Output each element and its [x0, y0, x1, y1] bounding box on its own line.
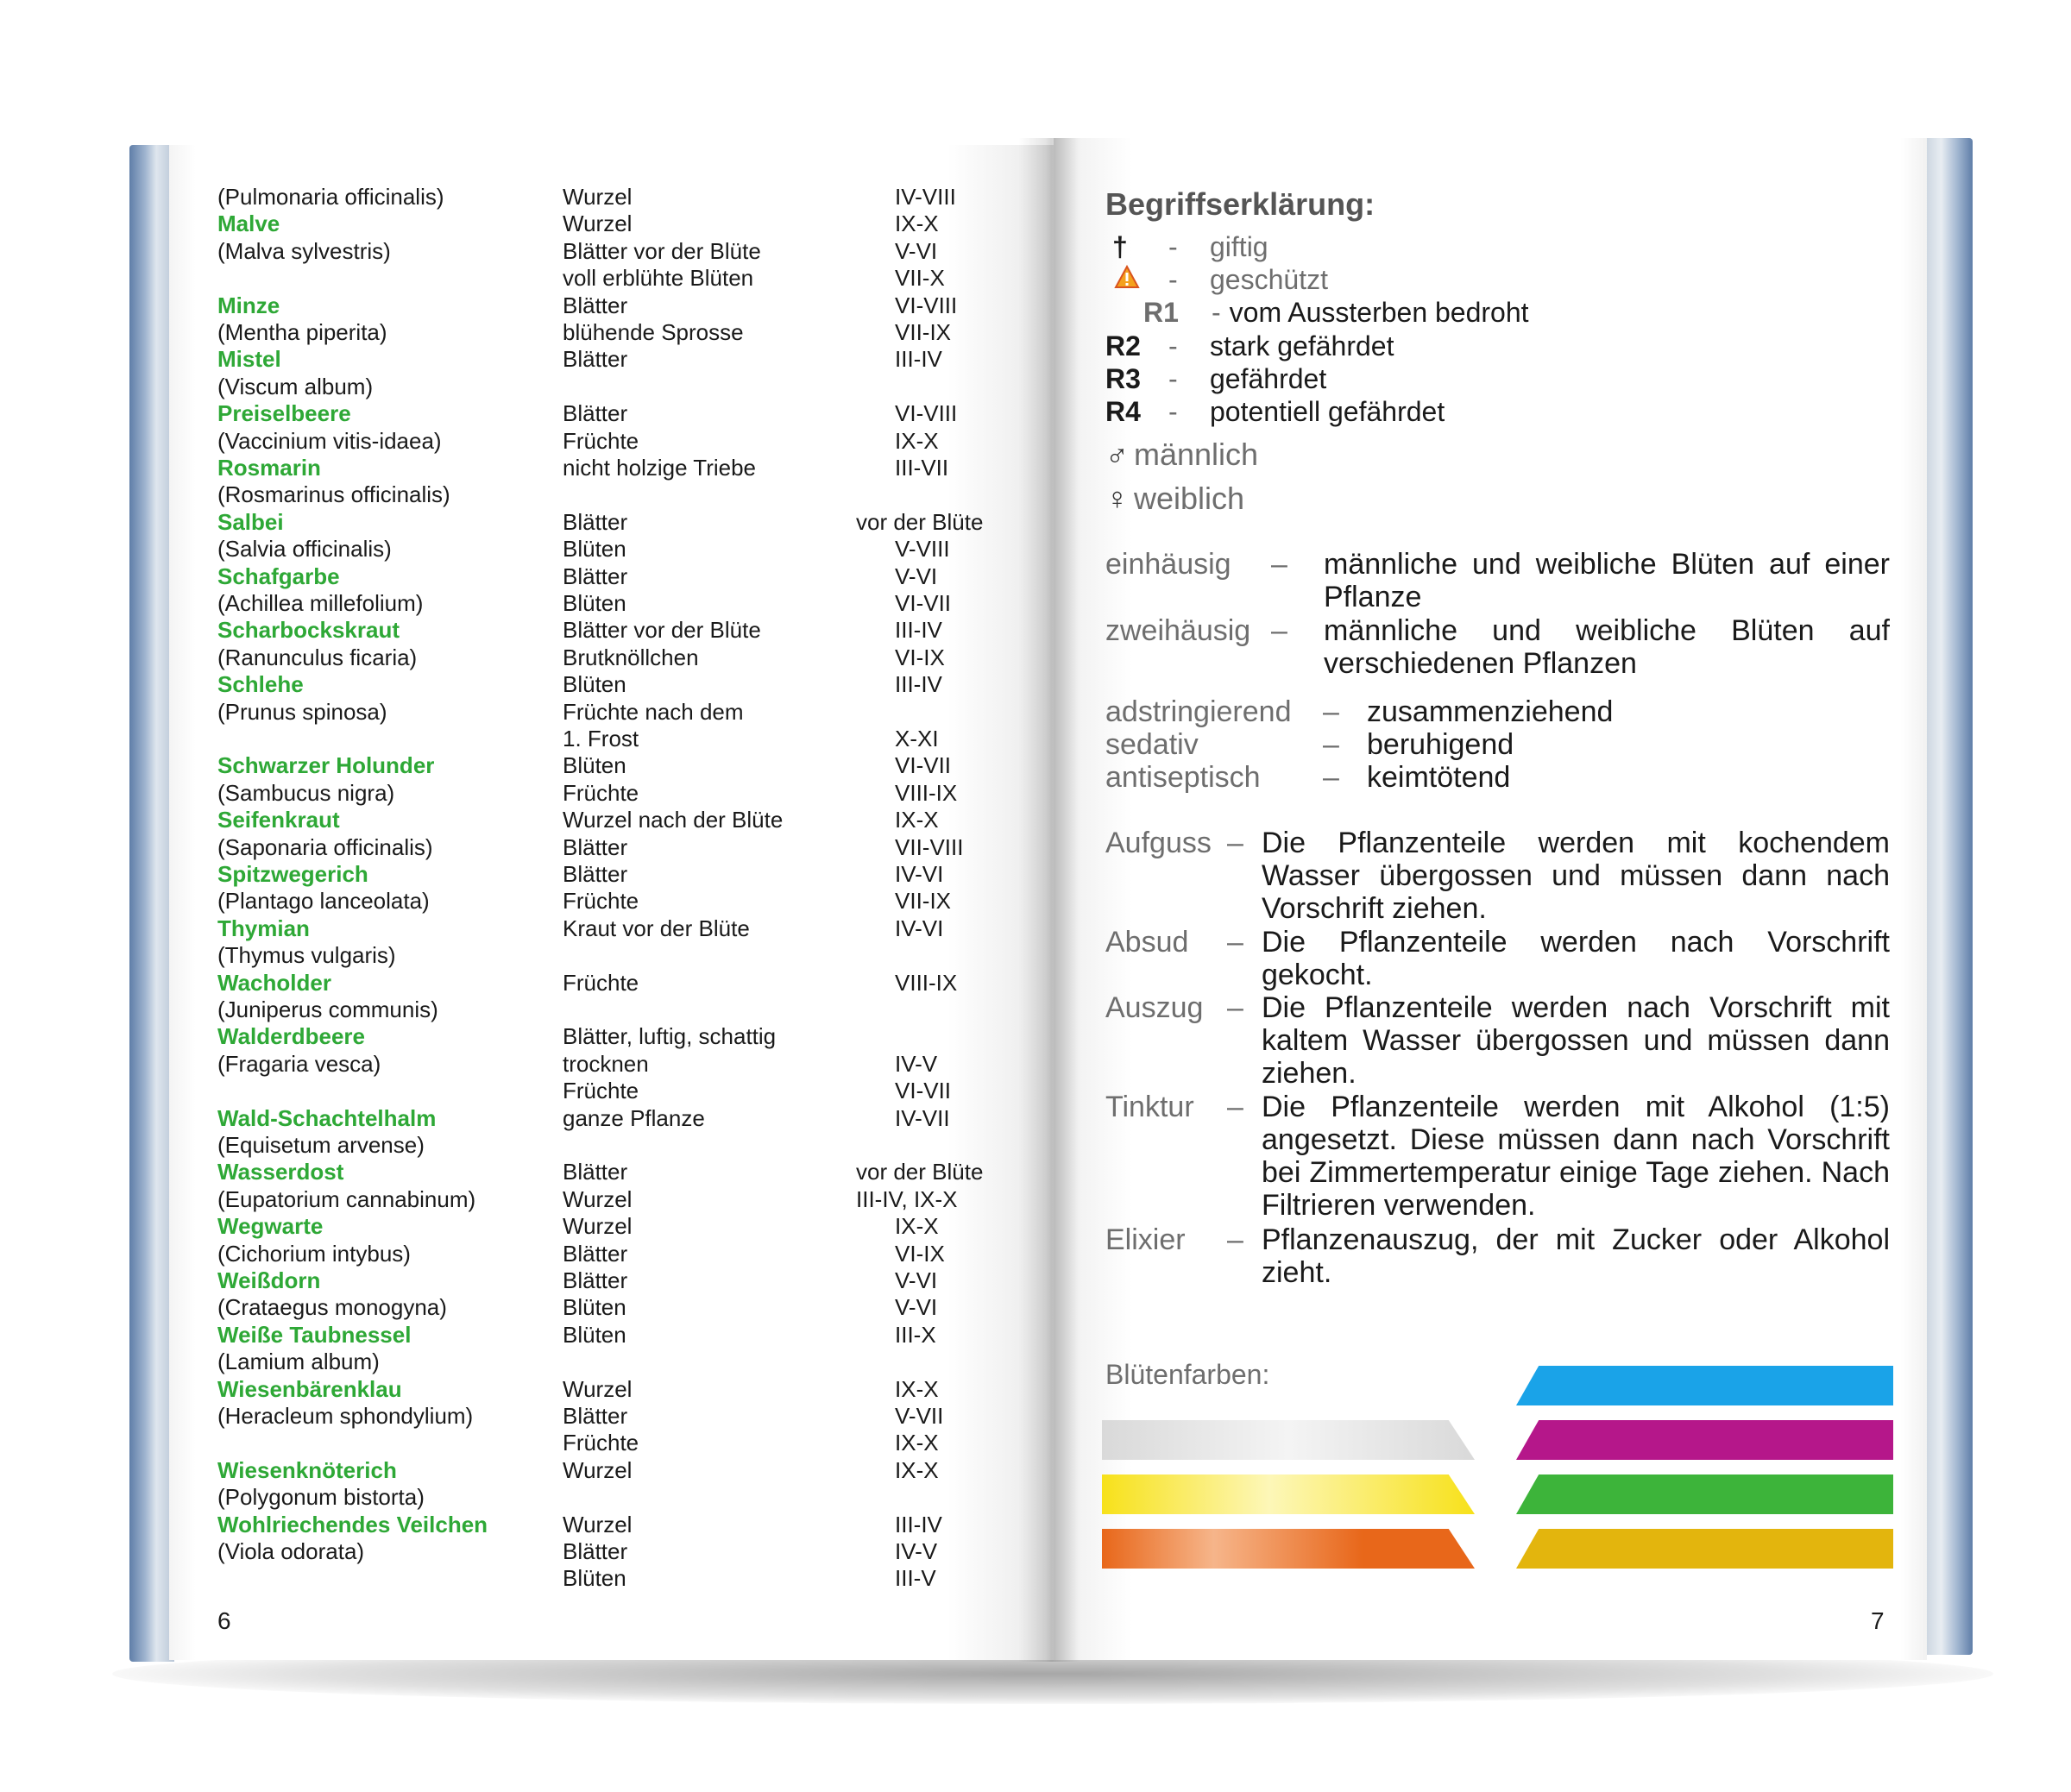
gender-item	[1105, 481, 1244, 516]
plant-part: Blüten	[563, 1321, 626, 1348]
glossary-term: Aufguss	[1105, 827, 1212, 859]
plant-part: trocknen	[563, 1050, 649, 1077]
harvest-time: IX-X	[895, 427, 939, 454]
legend-label: stark gefährdet	[1210, 330, 1394, 362]
plant-name: Walderdbeere	[217, 1023, 365, 1050]
harvest-time: VI-VII	[895, 752, 952, 779]
glossary-definition: Die Pflanzenteile werden mit Alkohol (1:5) angesetzt. Diese müssen dann nach Vorschrift bei Zimmertemperatur einige Tage ziehen. Nach Filtrieren verwenden.	[1262, 1091, 1890, 1222]
glossary-dash: –	[1227, 1223, 1243, 1256]
legend-separator: -	[1168, 363, 1178, 394]
book-cover-right	[1924, 138, 1973, 1655]
plant-part: Blüten	[563, 752, 626, 779]
harvest-time: VII-IX	[895, 888, 952, 915]
plant-name: (Viola odorata)	[217, 1538, 365, 1564]
plant-name: (Saponaria officinalis)	[217, 833, 433, 860]
glossary-term: antiseptisch	[1105, 761, 1261, 794]
harvest-time: V-VI	[895, 237, 938, 264]
plant-name: (Malva sylvestris)	[217, 237, 391, 264]
harvest-time: IV-VI	[895, 861, 944, 887]
harvest-time: VI-VII	[895, 1078, 952, 1104]
plant-name: (Fragaria vesca)	[217, 1050, 381, 1077]
harvest-time: III-IV	[895, 671, 942, 698]
legend-label: potentiell gefährdet	[1210, 396, 1445, 427]
plant-name: Wiesenbärenklau	[217, 1375, 402, 1402]
plant-part: Blätter	[563, 1403, 628, 1429]
harvest-time: X-XI	[895, 726, 939, 751]
glossary-dash: –	[1323, 728, 1339, 761]
legend-symbol: R1	[1143, 297, 1179, 328]
legend-separator: -	[1168, 231, 1178, 262]
plant-part: Früchte	[563, 888, 639, 915]
legend-label: geschützt	[1210, 264, 1328, 295]
harvest-time: VI-VII	[895, 590, 952, 616]
glossary-term: Tinktur	[1105, 1091, 1194, 1123]
male-icon: ♂	[1105, 437, 1129, 472]
plant-part: ganze Pflanze	[563, 1104, 705, 1131]
plant-name: (Eupatorium cannabinum)	[217, 1185, 476, 1212]
female-icon: ♀	[1105, 481, 1129, 516]
plant-part: Früchte	[563, 427, 639, 454]
glossary-definition: männliche und weibliche Blüten auf verschiedenen Pflanzen	[1324, 614, 1890, 680]
legend-symbol: R4	[1105, 396, 1141, 427]
legend-separator: -	[1168, 396, 1178, 427]
plant-name: Minze	[217, 292, 280, 318]
harvest-time: VI-IX	[895, 1240, 945, 1267]
plant-part: Blätter	[563, 1240, 628, 1267]
plant-name: Wiesenknöterich	[217, 1456, 397, 1483]
plant-name: (Vaccinium vitis-idaea)	[217, 427, 442, 454]
gender-item	[1105, 437, 1258, 472]
plant-name: (Lamium album)	[217, 1349, 380, 1375]
plant-part: Wurzel	[563, 1185, 633, 1212]
glossary-definition: zusammenziehend	[1367, 695, 1614, 728]
plant-part: nicht holzige Triebe	[563, 455, 757, 481]
swatch-yellow	[1102, 1474, 1475, 1514]
harvest-time: VIII-IX	[895, 969, 958, 996]
plant-part: Blätter	[563, 400, 628, 427]
plant-part: Wurzel	[563, 1511, 633, 1537]
harvest-time: IV-V	[895, 1538, 938, 1564]
plant-name: Wasserdost	[217, 1159, 344, 1185]
glossary-definition: Die Pflanzenteile werden nach Vorschrift gekocht.	[1262, 926, 1890, 991]
plant-name: Weißdorn	[217, 1267, 321, 1293]
plant-name: (Pulmonaria officinalis)	[217, 184, 444, 210]
book-cover-left	[129, 145, 174, 1662]
harvest-time: III-IV	[895, 617, 942, 644]
plant-name: (Ranunculus ficaria)	[217, 644, 418, 670]
gender-label: männlich	[1134, 437, 1259, 472]
page-number-left: 6	[217, 1607, 231, 1634]
legend-label: gefährdet	[1210, 363, 1327, 394]
glossary-dash: –	[1227, 1091, 1243, 1123]
plant-name: Thymian	[217, 915, 310, 941]
plant-name: (Juniperus communis)	[217, 997, 438, 1022]
plant-name: (Prunus spinosa)	[217, 698, 387, 725]
plant-part: Wurzel	[563, 184, 633, 210]
plant-name: (Salvia officinalis)	[217, 536, 392, 563]
plant-part: Blätter	[563, 1538, 628, 1564]
plant-part: Blüten	[563, 590, 626, 616]
glossary-dash: –	[1323, 761, 1339, 794]
plant-name: Preiselbeere	[217, 400, 351, 427]
plant-name: (Polygonum bistorta)	[217, 1484, 425, 1511]
glossary-term: zweihäusig	[1105, 614, 1251, 647]
harvest-time: IX-X	[895, 1430, 939, 1456]
legend-symbol: R3	[1105, 363, 1141, 394]
glossary-dash: –	[1271, 548, 1287, 581]
plant-part: Blätter	[563, 861, 628, 887]
swatch-green	[1516, 1474, 1893, 1514]
plant-part: Blätter	[563, 508, 628, 535]
harvest-time: IX-X	[895, 807, 939, 833]
plant-part: Blätter	[563, 563, 628, 589]
plant-part: Blüten	[563, 671, 626, 698]
glossary-term: einhäusig	[1105, 548, 1231, 581]
glossary-term: Elixier	[1105, 1223, 1186, 1256]
glossary-dash: –	[1271, 614, 1287, 647]
harvest-time: V-VI	[895, 563, 938, 589]
plant-part: Wurzel nach der Blüte	[563, 807, 784, 833]
plant-name: Wald-Schachtelhalm	[217, 1104, 437, 1131]
harvest-time: VIII-IX	[895, 779, 958, 806]
page-number-right: 7	[1871, 1607, 1885, 1634]
plant-part: Blätter vor der Blüte	[563, 237, 761, 264]
glossary-term: adstringierend	[1105, 695, 1292, 728]
swatch-blue	[1516, 1366, 1893, 1405]
glossary-dash: –	[1227, 827, 1243, 859]
harvest-time: III-IV	[895, 346, 942, 373]
plant-name: (Crataegus monogyna)	[217, 1294, 447, 1321]
legend-separator: -	[1168, 264, 1178, 295]
plant-name: (Mentha piperita)	[217, 319, 387, 345]
glossary-term: sedativ	[1105, 728, 1199, 761]
harvest-time: V-VI	[895, 1294, 938, 1321]
plant-part: Blüten	[563, 536, 626, 563]
harvest-time: VI-IX	[895, 644, 945, 670]
harvest-time: III-VII	[895, 455, 949, 481]
book-gutter	[1018, 138, 1079, 1662]
plant-part: Blätter	[563, 1267, 628, 1293]
plant-name: Seifenkraut	[217, 807, 340, 833]
legend-label: vom Aussterben bedroht	[1229, 297, 1529, 328]
swatch-gold	[1516, 1529, 1893, 1569]
plant-part: Blätter	[563, 1159, 628, 1185]
harvest-time: IV-V	[895, 1050, 938, 1077]
harvest-time: IX-X	[895, 1213, 939, 1240]
plant-part: Wurzel	[563, 211, 633, 237]
plant-part: Früchte	[563, 1078, 639, 1104]
glossary-definition: Die Pflanzenteile werden nach Vorschrift mit kaltem Wasser übergossen und müssen dann ziehen.	[1262, 991, 1890, 1090]
legend-symbol: R2	[1105, 330, 1141, 362]
plant-name: Salbei	[217, 508, 284, 535]
legend-label: giftig	[1210, 231, 1268, 262]
plant-part: Wurzel	[563, 1375, 633, 1402]
plant-name: (Plantago lanceolata)	[217, 888, 430, 915]
warning-icon	[1114, 264, 1140, 295]
plant-part: Wurzel	[563, 1456, 633, 1483]
harvest-time: III-IV, IX-X	[856, 1185, 958, 1212]
plant-part: Blätter, luftig, schattig	[563, 1023, 777, 1050]
glossary-dash: –	[1227, 926, 1243, 959]
harvest-time: IX-X	[895, 1375, 939, 1402]
plant-name: (Equisetum arvense)	[217, 1132, 425, 1158]
glossary-term: Absud	[1105, 926, 1189, 959]
glossary-dash: –	[1227, 991, 1243, 1024]
plant-name: Schafgarbe	[217, 563, 340, 589]
dagger-icon: †	[1112, 231, 1128, 262]
plant-part: Blätter vor der Blüte	[563, 617, 761, 644]
plant-name: Rosmarin	[217, 455, 321, 481]
harvest-time: IV-VII	[895, 1104, 950, 1131]
legend-separator: -	[1212, 297, 1221, 328]
harvest-time: IV-VIII	[895, 184, 956, 210]
plant-part: Blüten	[563, 1294, 626, 1321]
plant-part: Früchte	[563, 969, 639, 996]
plant-name: (Cichorium intybus)	[217, 1240, 411, 1267]
plant-name: Malve	[217, 211, 280, 237]
plant-name: Mistel	[217, 346, 281, 373]
plant-part: Früchte nach dem	[563, 698, 744, 725]
glossary-term: Auszug	[1105, 991, 1204, 1024]
plant-name: Wegwarte	[217, 1213, 324, 1240]
plant-name: (Sambucus nigra)	[217, 779, 395, 806]
page-title: Begriffserklärung:	[1105, 186, 1375, 222]
plant-part: voll erblühte Blüten	[563, 265, 754, 292]
plant-part: Früchte	[563, 779, 639, 806]
harvest-time: VII-IX	[895, 319, 952, 345]
harvest-time: V-VI	[895, 1267, 938, 1293]
plant-name: Schlehe	[217, 671, 304, 698]
swatch-white	[1102, 1420, 1475, 1460]
harvest-time: III-V	[895, 1565, 936, 1592]
glossary-definition: Pflanzenauszug, der mit Zucker oder Alkohol zieht.	[1262, 1223, 1890, 1289]
harvest-time: IX-X	[895, 211, 939, 237]
legend-separator: -	[1168, 330, 1178, 362]
harvest-time: III-IV	[895, 1511, 942, 1537]
swatch-purple	[1516, 1420, 1893, 1460]
plant-name: (Viscum album)	[217, 373, 374, 399]
harvest-time: V-VII	[895, 1403, 944, 1429]
plant-part: Blätter	[563, 346, 628, 373]
plant-part: Wurzel	[563, 1213, 633, 1240]
plant-part: blühende Sprosse	[563, 319, 744, 345]
gender-label: weiblich	[1134, 481, 1245, 516]
glossary-definition: männliche und weibliche Blüten auf einer Pflanze	[1324, 548, 1890, 613]
glossary-definition: beruhigend	[1367, 728, 1514, 761]
harvest-time: VI-VIII	[895, 400, 958, 427]
plant-part: Blätter	[563, 833, 628, 860]
harvest-time: vor der Blüte	[856, 508, 984, 535]
plant-part: Blätter	[563, 292, 628, 318]
plant-part: 1. Frost	[563, 726, 639, 751]
bluetenfarben-label: Blütenfarben:	[1105, 1359, 1270, 1390]
swatch-orange	[1102, 1529, 1475, 1569]
plant-name: (Rosmarinus officinalis)	[217, 481, 450, 508]
harvest-time: VI-VIII	[895, 292, 958, 318]
harvest-time: V-VIII	[895, 536, 950, 563]
plant-name: (Heracleum sphondylium)	[217, 1403, 474, 1429]
plant-part: Blüten	[563, 1565, 626, 1592]
plant-part: Kraut vor der Blüte	[563, 915, 750, 941]
harvest-time: vor der Blüte	[856, 1159, 984, 1185]
harvest-time: IV-VI	[895, 915, 944, 941]
plant-name: Wacholder	[217, 969, 331, 996]
glossary-definition: keimtötend	[1367, 761, 1511, 794]
plant-name: (Thymus vulgaris)	[217, 942, 396, 969]
plant-part: Früchte	[563, 1430, 639, 1456]
plant-name: (Achillea millefolium)	[217, 590, 424, 616]
glossary-dash: –	[1323, 695, 1339, 728]
plant-name: Schwarzer Holunder	[217, 752, 435, 779]
plant-name: Scharbockskraut	[217, 617, 400, 644]
harvest-time: VII-X	[895, 265, 945, 292]
glossary-definition: Die Pflanzenteile werden mit kochendem Wasser übergossen und müssen dann nach Vorschrift ziehen.	[1262, 827, 1890, 925]
harvest-time: III-X	[895, 1321, 936, 1348]
plant-name: Weiße Taubnessel	[217, 1321, 412, 1348]
harvest-time: IX-X	[895, 1456, 939, 1483]
harvest-time: VII-VIII	[895, 833, 964, 860]
plant-name: Spitzwegerich	[217, 861, 368, 887]
plant-part: Brutknöllchen	[563, 644, 699, 670]
plant-name: Wohlriechendes Veilchen	[217, 1511, 488, 1537]
